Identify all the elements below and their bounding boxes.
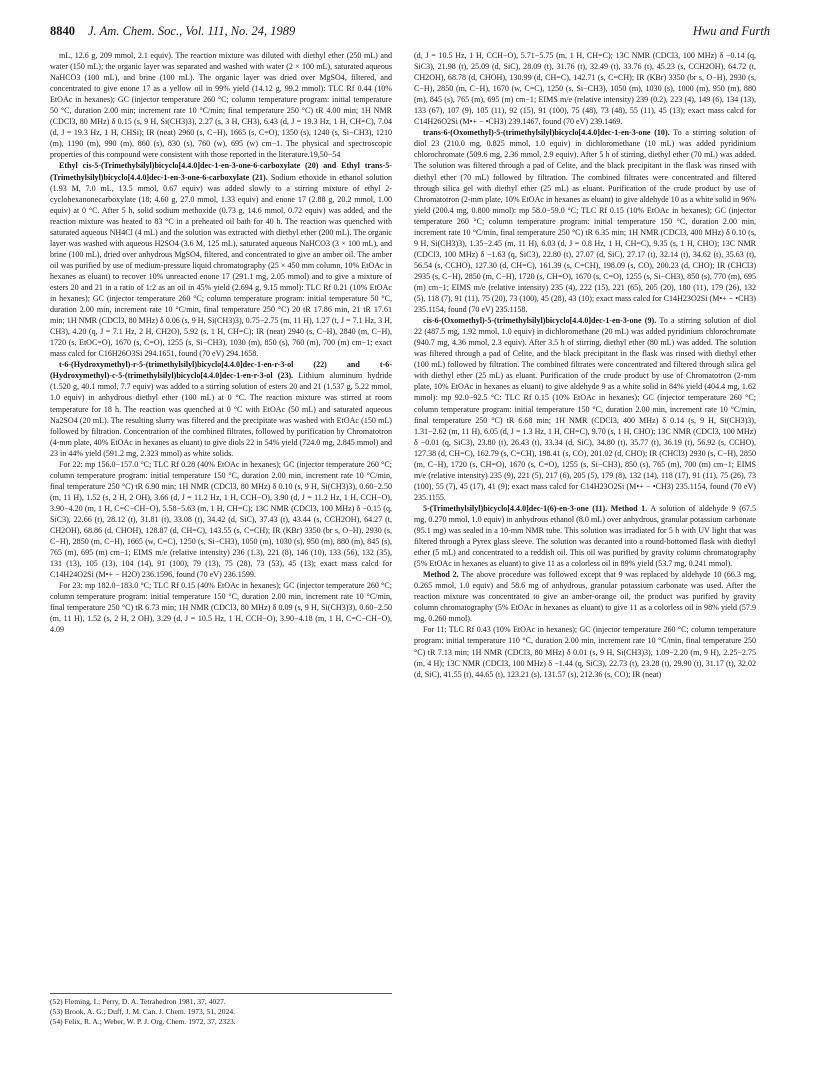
section-heading: Ethyl cis-5-(Trimethylsilyl)bicyclo[4.4.0]dec-1-en-3-one-6-carboxylate (20) and Ethyl trans-5-(Trimethylsilyl)bicyclo[4.4.0]dec-1-en-3-one-6-carboxylate (21). xyxy=(50,161,392,182)
running-header xyxy=(50,22,770,44)
paragraph-text: Lithium aluminum hydride (1.520 g, 40.1 mmol, 7.7 equiv) was added to a stirring solution of esters 20 and 21 (1.537 g, 5.22 mmol, 1.0 equiv) in anhydrous diethyl ether (100 mL) at 0 °C. The reaction mixture was stirred at room temperature for 18 h. The reaction was quenched at 0 °C with EtOAc (50 mL) and saturated aqueous Na2SO4 (20 mL). The resulting slurry was filtered and the precipitate was washed with EtOAc (150 mL) followed by filtration. Concentration of the combined filtrates, followed by purification by Chromatotron (4-mm plate, 40% EtOAc in hexanes as eluant) to give diols 22 in 54% yield (724.0 mg, 2.845 mmol) and 23 in 44% yield (591.2 mg, 2.323 mmol) as white solids. xyxy=(50,371,392,458)
paragraph xyxy=(414,127,756,315)
paragraph xyxy=(414,624,756,679)
section-heading: Method 2. xyxy=(423,570,459,580)
page-number: 8840 xyxy=(50,24,75,38)
footnote-item: (52) Fleming, I.; Perry, D. A. Tetrahedron 1981, 37, 4027. xyxy=(50,997,226,1006)
paragraph xyxy=(414,50,756,127)
paragraph-text: (d, J = 10.5 Hz, 1 H, CCH−O), 5.71−5.75 (m, 1 H, CH=C); 13C NMR (CDCl3, 100 MHz) δ −0.14 (q, SiC3), 21.98 (t), 25.09 (d, SiC), 28.09 (t), 31.76 (t), 32.49 (t), 33.76 (t), 45.23 (s, CCH2OH), 64.72 (t, CH2OH), 68.78 (d, CHOH), 130.99 (d, CH=C), 142.71 (s, C=CH); IR (KBr) 3350 (br s, O−H), 2930 (s, C−H), 2850 (m, C−H), 1670 (w, C=C), 1250 (s, Si−CH3), 1050 (m), 1030 (s), 1000 (m), 950 (m), 880 (m), 845 (s), 765 (m), 695 (m) cm−1; EIMS m/e (relative intensity) 239 (0.2), 223 (4), 149 (6), 134 (13), 133 (67), 107 (9), 105 (11), 92 (15), 91 (100), 75 (48), 73 (48), 55 (11), 45 (13); exact mass calcd for C14H26O2Si (M•+ − •CH3) 239.1467, found (70 eV) 239.1469. xyxy=(414,51,756,127)
section-heading: 5-(Trimethylsilyl)bicyclo[4.4.0]dec-1(6)-en-3-one (11). Method 1. xyxy=(423,503,648,513)
left-column xyxy=(50,50,392,635)
section-heading: cis-6-(Oxomethyl)-5-(trimethylsilyl)bicyclo[4.4.0]dec-1-en-3-one (9). xyxy=(423,316,657,326)
paragraph-text: A solution of aldehyde 9 (67.5 mg, 0.270 mmol, 1.0 equiv) in anhydrous ethanol (8.0 mL) over anhydrous, granular potassium carbonate (95.1 mg) was sealed in a 10-mm NMR tube. This solution was irradiated for 5 h with UV light that was filtered through a Pyrex glass sleeve. The solution was decanted into a round-bottomed flask with diethyl ether (5 mL) and concentrated to a reddish oil. This oil was purified by gravity column chromatography (5% EtOAc in hexanes as eluant) to give 11 as a colorless oil in 89% yield (53.7 mg, 0.241 mmol). xyxy=(414,503,756,569)
paragraph xyxy=(50,160,392,359)
paragraph-text: Sodium ethoxide in ethanol solution (1.93 M, 7.0 mL, 13.5 mmol, 0.67 equiv) was added slowly to a stirring mixture of ethyl 2-cyclohexanonecarboxylate (18; 4.60 g, 27.0 mmol, 1.33 equiv) and enone 17 (2.88 g, 20.2 mmol, 1.00 equiv) at 0 °C. After 5 h, solid sodium methoxide (0.73 g, 14.6 mmol, 0.72 equiv) was added, and the reaction mixture was heated to 83 °C in a preheated oil bath for 40 h. The reaction was quenched with saturated aqueous NH4Cl (4 mL) and the solution was extracted with diethyl ether (200 mL). The organic layer was washed with aqueous H2SO4 (3.6 M, 125 mL), saturated aqueous NaHCO3 (3 × 100 mL), and brine (100 mL), dried over anhydrous MgSO4, filtered, and concentrated to give an amber oil. The amber oil was purified by use of medium-pressure liquid chromatography (25 × 450 mm column, 10% EtOAc in hexanes as eluant) to recover 10% unreacted enone 17 (291.1 mg, 2.05 mmol) and to give a mixture of esters 20 and 21 in a ratio of 1:2 as an oil in 45% yield (2.694 g, 9.15 mmol): TLC Rf 0.21 (10% EtOAc in hexanes); GC (injector temperature 260 °C; column temperature program: initial temperature 50 °C, duration 2.00 min, increment rate 10 °C/min, final temperature 250 °C) 20 tR 17.86 min, 21 tR 17.61 min; 1H NMR (CDCl3, 80 MHz) δ 0.06 (s, 9 H, Si(CH3)3), 0.75−2.75 (m, 11 H), 1.27 (t, J = 7.1 Hz, 3 H, CH3), 4.20 (q, J = 7.1 Hz, 2 H, CH2O), 5.92 (s, 1 H, CH=C); IR (neat) 2940 (s, C−H), 2840 (m, C−H), 1720 (s, EtOC=O), 1670 (s, C=O), 1255 (s, Si−CH3), 1030 (m), 850 (s), 760 (m), 700 (m) cm−1; exact mass calcd for C16H26O3Si 294.1651, found (70 eV) 294.1658. xyxy=(50,172,392,359)
paragraph xyxy=(50,580,392,635)
footnote-item: (54) Felix, R. A.; Weber, W. P. J. Org. Chem. 1972, 37, 2323. xyxy=(50,1017,236,1027)
right-column xyxy=(414,50,756,680)
footnote-item: (53) Brook, A. G.; Duff, J. M. Can. J. Chem. 1973, 51, 2024. xyxy=(50,1007,236,1017)
section-heading: trans-6-(Oxomethyl)-5-(trimethylsilyl)bicyclo[4.4.0]dec-1-en-3-one (10). xyxy=(423,128,670,138)
paragraph xyxy=(50,459,392,581)
paragraph-text: To a stirring solution of diol 23 (210.0 mg, 0.825 mmol, 1.0 equiv) in dichloromethane (10 mL) was added pyridinium chlorochromate (509.6 mg, 2.36 mmol, 2.9 equiv). After 5 h of stirring, diethyl ether (70 mL) was added. The solution was filtered through a pad of Celite, and the black precipitant in the flask was rinsed with diethyl ether (70 mL) followed by filtration. The combined filtrates were concentrated and filtered through silica gel with diethyl ether (25 mL) as eluant. Purification of the crude product by use of Chromatotron (2-mm plate, 10% EtOAc in hexanes as eluant) to give aldehyde 10 as a white solid in 96% yield (200.4 mg, 0.800 mmol): mp 58.0−59.0 °C; TLC Rf 0.15 (10% EtOAc in hexanes); GC (injector temperature 260 °C; column temperature program: initial temperature 150 °C, duration 2.00 min, increment rate 10 °C/min, final temperature 250 °C) tR 6.35 min; 1H NMR (CDCl3, 400 MHz) δ 0.10 (s, 9 H, Si(CH3)3), 1.35−2.45 (m, 11 H), 6.03 (d, J = 0.8 Hz, 1 H, CH=C), 9.35 (s, 1 H, CHO); 13C NMR (CDCl3, 100 MHz) δ −1.63 (q, SiC3), 22.80 (t), 27.07 (d, SiC), 27.17 (t), 32.14 (t), 34.62 (t), 35.63 (t), 56.54 (s, CCHO), 127.30 (d, CH=C), 161.39 (s, C=CH), 198.09 (s, CO), 200.23 (d, CHO); IR (CHCl3) 2935 (s, C−H), 2850 (m, C−H), 1720 (s, CH=O), 1670 (s, C=O), 1255 (s, Si−CH3), 850 (s), 770 (m), 695 (m) cm−1; EIMS m/e (relative intensity) 235 (4), 222 (15), 221 (65), 205 (20), 180 (11), 179 (26), 132 (5), 118 (7), 91 (11), 75 (20), 73 (100), 45 (28), 43 (10); exact mass calcd for C14H23O2Si (M•+ − •CH3) 235.1154, found (70 eV) 235.1158. xyxy=(414,128,756,315)
paragraph xyxy=(50,359,392,458)
footnotes xyxy=(50,993,392,1028)
paragraph-text: For 11: TLC Rf 0.43 (10% EtOAc in hexanes); GC (injector temperature 260 °C; column temperature program: initial temperature 110 °C, duration 2.00 min, increment rate 10 °C/min, final temperature 250 °C) tR 7.13 min; 1H NMR (CDCl3, 80 MHz) δ 0.01 (s, 9 H, Si(CH3)3), 1.09−2.20 (m, 9 H), 2.25−2.75 (m, 4 H); 13C NMR (CDCl3, 100 MHz) δ −1.44 (q, SiC3), 22.73 (t), 23.28 (t), 29.90 (t), 31.17 (t), 32.02 (d, SiC), 41.55 (t), 44.65 (t), 123.21 (s), 131.57 (s), 212.36 (s, CO); IR (neat) xyxy=(414,625,756,679)
paragraph-text: The above procedure was followed except that 9 was replaced by aldehyde 10 (66.3 mg, 0.265 mmol, 1.0 equiv) and 58.6 mg of anhydrous, granular potassium carbonate was used. After the reaction mixture was concentrated to give an amber-orange oil, the product was purified by gravity column chromatography (5% EtOAc in hexanes as eluant) to give 11 as a colorless oil in 98% yield (57.9 mg, 0.260 mmol). xyxy=(414,570,756,624)
paragraph xyxy=(414,315,756,503)
paragraph-text: For 22: mp 156.0−157.0 °C; TLC Rf 0.28 (40% EtOAc in hexanes); GC (injector temperature 260 °C; column temperature program: initial temperature 150 °C, duration 2.00 min, increment rate 10 °C/min, final temperature 250 °C) tR 6.90 min; 1H NMR (CDCl3, 80 MHz) δ 0.10 (s, 9 H, Si(CH3)3), 0.60−2.50 (m, 11 H), 1.52 (s, 2 H, 2 OH), 3.66 (d, J = 11.2 Hz, 1 H, CCH−O), 3.90 (d, J = 11.2 Hz, 1 H, CCH−O), 3.90−4.20 (m, 1 H, C=C−CH−O), 5.58−5.63 (m, 1 H, CH=C); 13C NMR (CDCl3, 100 MHz) δ −0.15 (q, SiC3), 22.66 (t), 28.12 (t), 31.81 (t), 33.08 (t), 34.42 (d, SiC), 37.43 (t), 43.44 (s, CCH2OH), 64.27 (t, CH2OH), 68.86 (d, CHOH), 128.87 (d, CH=C), 143.55 (s, C=CH); IR (KBr) 3350 (br s, O−H), 2930 (s, C−H), 2850 (m, C−H), 1665 (w, C=C), 1250 (s, Si−CH3), 1050 (m), 1030 (s), 950 (m), 880 (m), 845 (s), 765 (m), 695 (m) cm−1; EIMS m/e (relative intensity) 236 (1.3), 221 (8), 146 (10), 133 (56), 132 (35), 131 (13), 105 (13), 104 (14), 91 (100), 79 (13), 75 (28), 73 (53), 45 (13); exact mass calcd for C14H24O2Si (M•+ − H2O) 236.1596, found (70 eV) 236.1599. xyxy=(50,459,392,580)
paragraph-text: For 23: mp 182.0−183.0 °C; TLC Rf 0.15 (40% EtOAc in hexanes); GC (injector temperature 260 °C; column temperature program: initial temperature 150 °C, duration 2.00 min, increment rate 10 °C/min, final temperature 250 °C) tR 6.73 min; 1H NMR (CDCl3, 80 MHz) δ 0.09 (s, 9 H, Si(CH3)3), 0.60−2.50 (m, 11 H), 1.52 (s, 2 H, 2 OH), 3.29 (d, J = 10.5 Hz, 1 H, CCH−O), 3.90−4.18 (m, 1 H, C=C−CH−O), 4.09 xyxy=(50,581,392,635)
paragraph-text: To a stirring solution of diol 22 (487.5 mg, 1.92 mmol, 1.0 equiv) in dichloromethane (20 mL) was added pyridinium chlorochromate (940.7 mg, 4.36 mmol, 2.3 equiv). After 3.5 h of stirring, diethyl ether (80 mL) was added. The solution was filtered through a pad of Celite, and the black precipitant in the flask was rinsed with diethyl ether (100 mL) followed by filtration. The combined filtrates were concentrated and filtered through silica gel with diethyl ether (25 mL) as eluant. Purification of the crude product by use of Chromatotron (2-mm plate, 10% EtOAc in hexanes as eluant) to give aldehyde 9 as a white solid in 84% yield (404.4 mg, 1.62 mmol): mp 92.0−92.5 °C: TLC Rf 0.15 (10% EtOAc in hexanes); GC (injector temperature 260 °C; column temperature program: initial temperature 150 °C, duration 2.00 min, increment rate 10 °C/min, final temperature 250 °C) tR 6.68 min; 1H NMR (CDCl3, 400 MHz) δ 0.14 (s, 9 H, Si(CH3)3), 1.31−2.62 (m, 11 H), 6.05 (d, J = 1.3 Hz, 1 H, CH=C), 9.70 (s, 1 H, CHO); 13C NMR (CDCl3, 100 MHz) δ −0.01 (q, SiC3), 23.80 (t), 26.43 (t), 33.34 (d, SiC), 34.80 (t), 35.77 (t), 36.19 (t), 56.92 (s, CCHO), 127.38 (d, CH=C), 162.79 (s, C=CH), 198.41 (s, CO), 201.02 (d, CHO); IR (CHCl3) 2930 (s, C−H), 2850 (m, C−H), 1720 (s, CH=O), 1670 (s, C=O), 1255 (s, Si−CH3), 850 (s), 765 (m), 700 (m) cm−1; EIMS m/e (relative intensity) 235 (9), 221 (5), 217 (6), 205 (5), 179 (8), 132 (14), 118 (17), 91 (11), 75 (26), 73 (100), 55 (7), 45 (17), 41 (9); exact mass calcd for C14H23O2Si (M•+ − •CH3) 235.1154, found (70 eV) 235.1155. xyxy=(414,316,757,502)
paragraph-text: mL, 12.6 g, 209 mmol, 2.1 equiv). The reaction mixture was diluted with diethyl ether (250 mL) and water (150 mL); the organic layer was separated and washed with water (2 × 100 mL), saturated aqueous NaHCO3 (100 mL), and brine (100 mL). The organic layer was dried over MgSO4, filtered, and concentrated to give enone 17 as a yellow oil in 99% yield (14.12 g, 99.2 mmol): TLC Rf 0.44 (10% EtOAc in hexanes); GC (injector temperature 260 °C; column temperature program: initial temperature 50 °C, duration 2.00 min; increment rate 10 °C/min; final temperature 250 °C) tR 4.00 min; 1H NMR (CDCl3, 80 MHz) δ 0.15 (s, 9 H, Si(CH3)3), 2.27 (s, 3 H, CH3), 6.43 (d, J = 19.3 Hz, 1 H, CH=C), 7.04 (d, J = 19.3 Hz, 1 H, CHSi); IR (neat) 2960 (s, C−H), 1665 (s, C=O), 1350 (s), 1240 (s, Si−CH3), 1210 (m), 1190 (m), 990 (m), 860 (s), 830 (s), 760 (w), 695 (w) cm−1. The physical and spectroscopic properties of this compound were consistent with those reported in the literature.19,50−54 xyxy=(50,51,392,160)
section-heading: t-6-(Hydroxymethyl)-r-5-(trimethylsilyl)bicyclo[4.4.0]dec-1-en-r-3-ol (22) and t-6-(Hydroxymethyl)-c-5-(trimethylsilyl)bicyclo[4.4.0]dec-1-en-r-3-ol (23). xyxy=(50,360,392,381)
running-authors: Hwu and Furth xyxy=(692,24,770,38)
journal-citation: J. Am. Chem. Soc., Vol. 111, No. 24, 1989 xyxy=(88,24,296,38)
paragraph xyxy=(50,50,392,160)
paragraph xyxy=(414,569,756,624)
paragraph xyxy=(414,503,756,569)
